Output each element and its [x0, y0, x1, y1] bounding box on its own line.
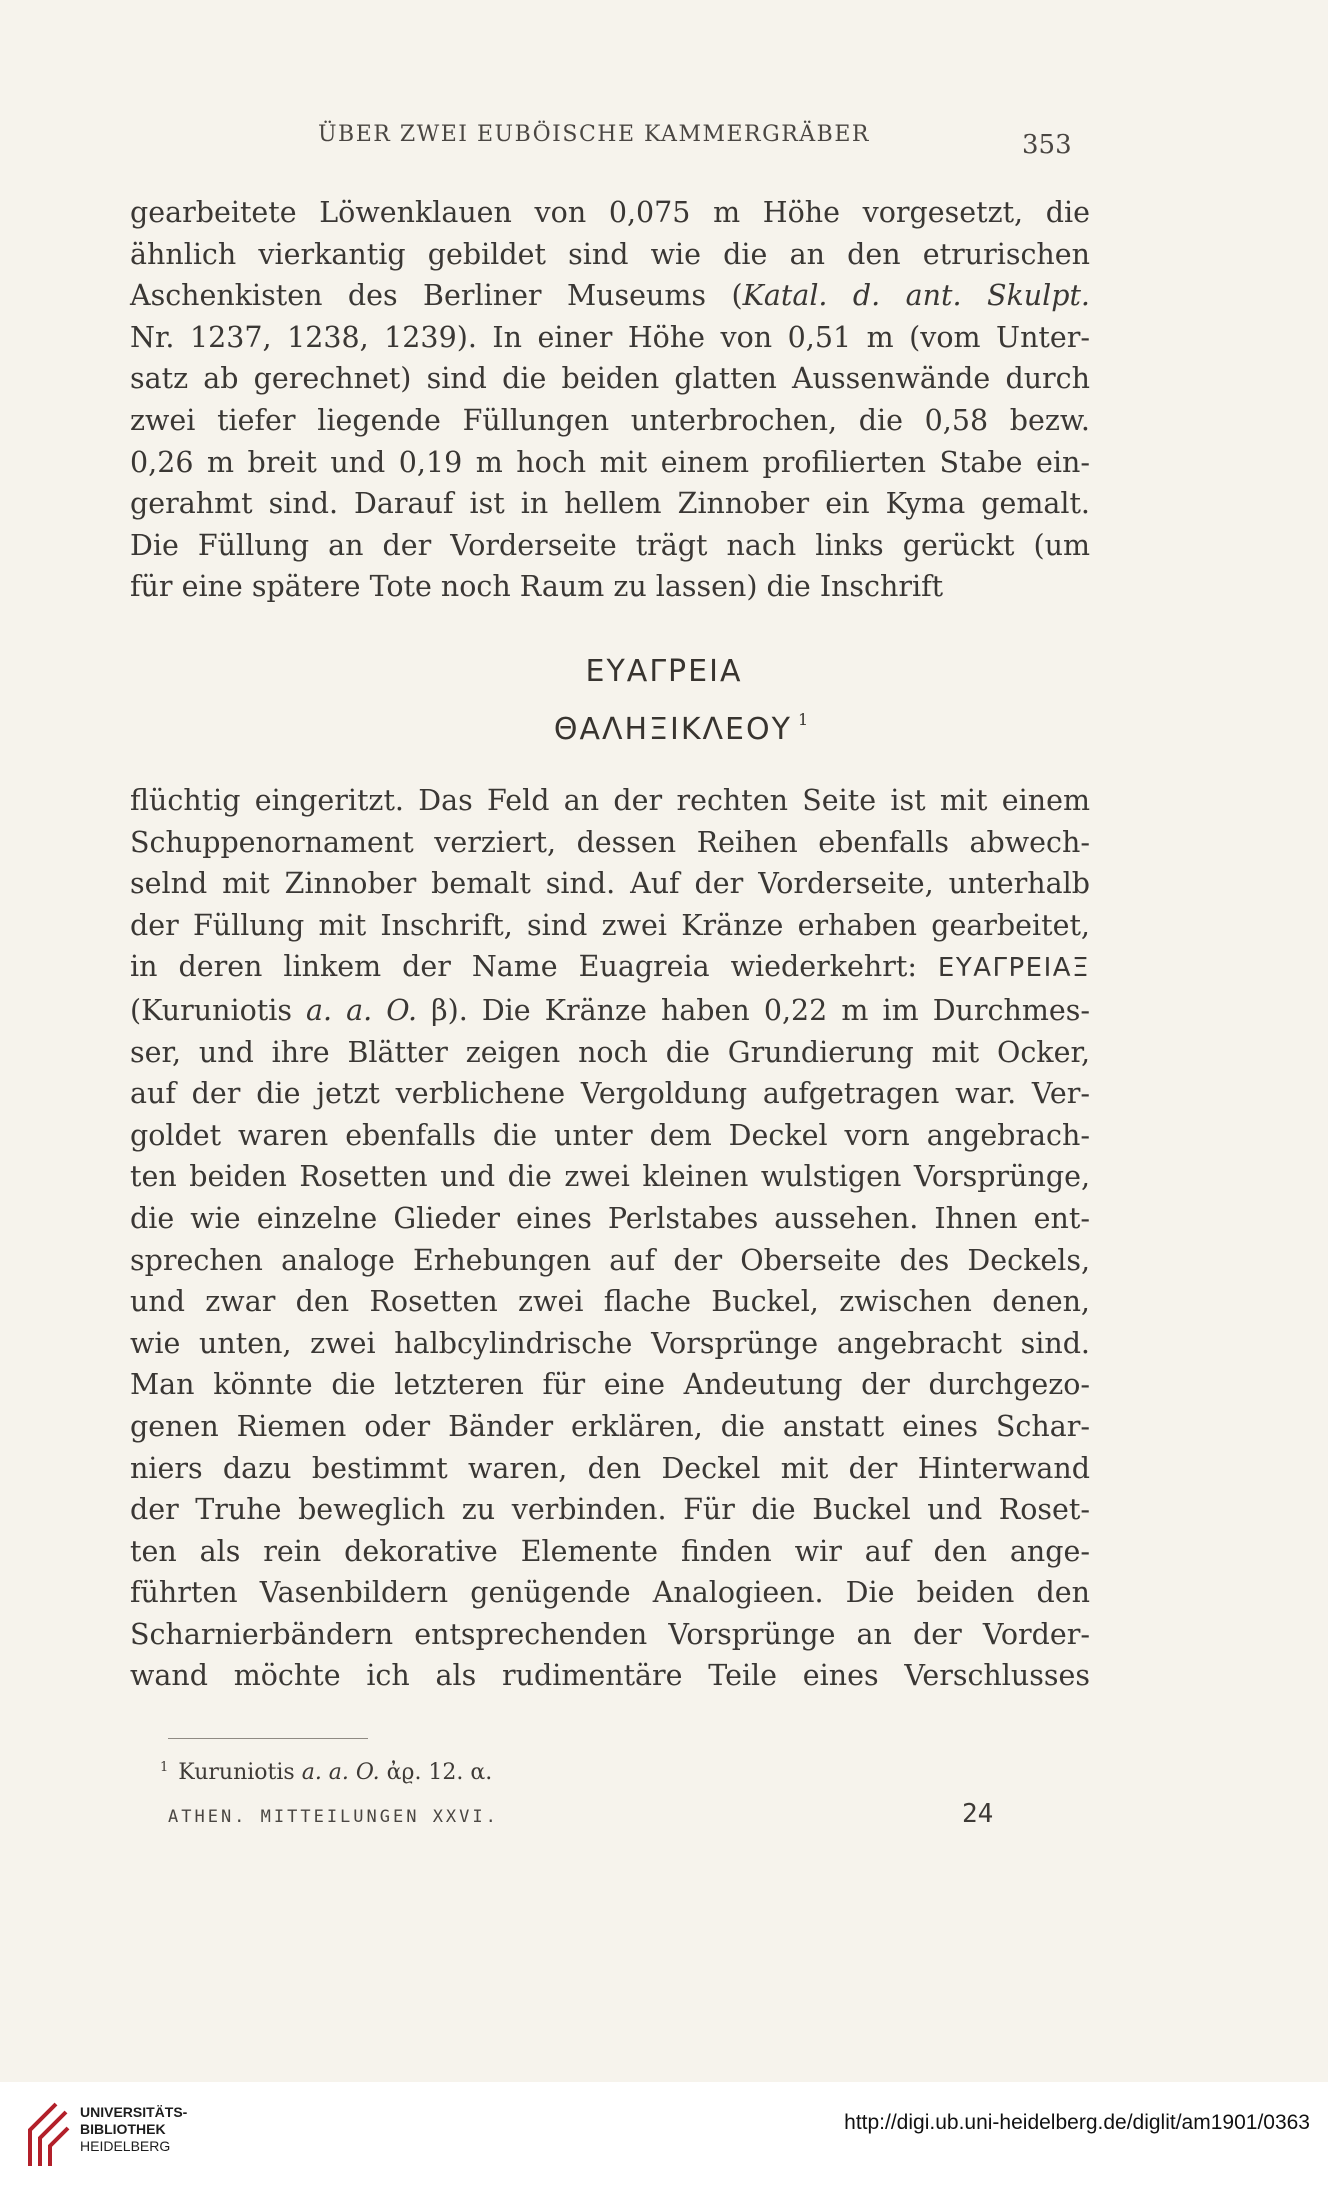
greek-name: ΕΥΑΓΡΕΙΑΞ — [937, 953, 1090, 984]
text-line: sprechen analoge Erhebungen auf der Oberseite des Deckels, — [130, 1243, 1090, 1277]
text-line: ähnlich vierkantig gebildet sind wie die an den etrurischen — [130, 237, 1090, 271]
footnote-reference[interactable]: 1 — [797, 710, 811, 729]
text-span: β). Die Kränze haben 0,22 m im Durchmes- — [417, 993, 1090, 1027]
text-line: und zwar den Rosetten zwei flache Buckel, zwischen denen, — [130, 1285, 1090, 1319]
catalog-citation: Katal. d. ant. Skulpt. — [742, 279, 1090, 313]
footnote-divider — [168, 1738, 368, 1739]
text-line: Schuppenornament verziert, dessen Reihen ebenfalls abwech- — [130, 825, 1090, 859]
paragraph-1 — [130, 192, 1090, 608]
text-line: goldet waren ebenfalls die unter dem Deckel vorn angebrach- — [130, 1118, 1090, 1152]
library-name — [80, 2104, 187, 2155]
text-line: die wie einzelne Glieder eines Perlstabes aussehen. Ihnen ent- — [130, 1201, 1090, 1235]
inscription-line-2 — [18, 710, 1328, 747]
text-line — [130, 990, 1090, 1032]
text-span: (Kuruniotis — [130, 993, 307, 1027]
text-line: der Füllung mit Inschrift, sind zwei Kränze erhaben gearbeitet, — [130, 908, 1090, 942]
printer-signature: ATHEN. MITTEILUNGEN XXVI. — [168, 1807, 499, 1827]
text-line: wie unten, zwei halbcylindrische Vorsprünge angebracht sind. — [130, 1326, 1090, 1360]
text-line: 0,26 m breit und 0,19 m hoch mit einem profilierten Stabe ein- — [130, 445, 1090, 479]
text-line: flüchtig eingeritzt. Das Feld an der rechten Seite ist mit einem — [130, 784, 1090, 817]
text-line: ser, und ihre Blätter zeigen noch die Grundierung mit Ocker, — [130, 1035, 1090, 1069]
text-line: Scharnierbändern entsprechenden Vorsprünge an der Vorder- — [130, 1617, 1090, 1651]
library-name-line: UNIVERSITÄTS- — [80, 2104, 188, 2120]
footnote — [160, 1760, 492, 1785]
text-line: Die Füllung an der Vorderseite trägt nach links gerückt (um — [130, 528, 1090, 562]
text-line: satz ab gerechnet) sind die beiden glatten Aussenwände durch — [130, 362, 1090, 396]
text-span: in deren linkem der Name Euagreia wiederkehrt: — [130, 950, 938, 984]
footnote-citation: a. a. O. — [301, 1760, 380, 1785]
text-line: gerahmt sind. Darauf ist in hellem Zinnober ein Kyma gemalt. — [130, 487, 1090, 521]
signature-number: 24 — [962, 1799, 994, 1829]
text-line: selnd mit Zinnober bemalt sind. Auf der Vorderseite, unterhalb — [130, 867, 1090, 901]
page-number: 353 — [1022, 130, 1072, 160]
text-span: Aschenkisten des Berliner Museums ( — [130, 279, 743, 313]
footnote-text-rest: ἀϱ. 12. α. — [379, 1760, 493, 1785]
footnote-text: Kuruniotis — [178, 1760, 302, 1785]
library-name-line: BIBLIOTHEK — [80, 2121, 166, 2137]
text-line: niers dazu bestimmt waren, den Deckel mit der Hinterwand — [130, 1451, 1090, 1485]
text-line — [130, 946, 1090, 990]
text-line: der Truhe beweglich zu verbinden. Für die Buckel und Roset- — [130, 1493, 1090, 1527]
citation-italic: a. a. O. — [306, 993, 418, 1027]
text-line — [130, 275, 1090, 317]
library-name-line: HEIDELBERG — [80, 2138, 171, 2154]
paragraph-2 — [130, 780, 1090, 1697]
inscription-text: ΘΑΛΗΞΙΚΛΕΟΥ — [553, 712, 792, 747]
text-line: für eine spätere Tote noch Raum zu lassen) die Inschrift — [130, 570, 944, 604]
text-line: zwei tiefer liegende Füllungen unterbrochen, die 0,58 bezw. — [130, 403, 1090, 437]
text-line: wand möchte ich als rudimentäre Teile eines Verschlusses — [130, 1659, 1090, 1693]
text-line: Nr. 1237, 1238, 1239). In einer Höhe von 0,51 m (vom Unter- — [130, 320, 1090, 354]
text-line: auf der die jetzt verblichene Vergoldung aufgetragen war. Ver- — [130, 1077, 1090, 1111]
inscription-line-1: ΕΥΑΓΡΕΙΑ — [585, 654, 743, 689]
text-line: führten Vasenbildern genügende Analogieen. Die beiden den — [130, 1576, 1090, 1610]
running-head: ÜBER ZWEI EUBÖISCHE KAMMERGRÄBER — [318, 122, 870, 147]
text-line: ten als rein dekorative Elemente finden wir auf den ange- — [130, 1534, 1090, 1568]
footnote-marker: 1 — [160, 1760, 169, 1775]
library-logo-icon[interactable] — [16, 2098, 72, 2170]
text-line: genen Riemen oder Bänder erklären, die anstatt eines Schar- — [130, 1409, 1090, 1443]
text-line: Man könnte die letzteren für eine Andeutung der durchgezo- — [130, 1368, 1090, 1402]
source-url-link[interactable]: http://digi.ub.uni-heidelberg.de/diglit/am1901/0363 — [844, 2111, 1310, 2134]
text-line: gearbeitete Löwenklauen von 0,075 m Höhe vorgesetzt, die — [130, 196, 1090, 229]
text-line: ten beiden Rosetten und die zwei kleinen wulstigen Vorsprünge, — [130, 1160, 1090, 1194]
